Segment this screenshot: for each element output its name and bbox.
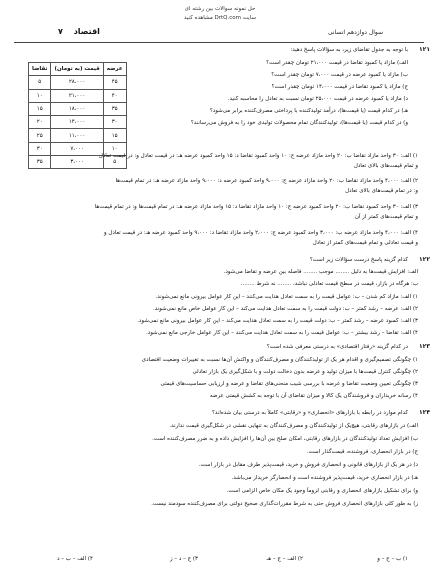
table-cell: ۱۴،۰۰۰ (51, 116, 103, 129)
table-cell: ۳۵ (103, 102, 126, 115)
q123-option: ۳) چگونگی تعیین وضعیت تقاضا و عرضه با بررسی شیب منحنی‌های تقاضا و عرضه و ارزیابی حساسیت‌های قیمتی (160, 381, 418, 387)
q124-line: ز) به طور کلی بازارهای انحصاری فروش حتی به شرط مقررات‌گذاری صحیح دولتی برای مصرف‌کننده سودمند نیست. (151, 501, 418, 507)
question-number-123: ۱۲۳ (419, 343, 430, 350)
q122-line: ب: هرگاه در بازار، قیمت در سطح قیمت تعادلی نباشد، ........ نه شرط ........ (240, 281, 418, 287)
q121-answer: و تمام قیمت‌های کمتر از آن (354, 214, 418, 220)
table-cell: ۲۰ (29, 116, 51, 129)
q124-line: هـ) در بازار انحصاری خرید، قیمت‌پذیر فروشنده است و انحصارگر خریدار می‌باشد. (231, 475, 418, 481)
table-cell: ۵ (29, 76, 51, 89)
question-number-122: ۱۲۲ (419, 256, 430, 263)
q121-line: ج) مازاد یا کمبود تقاضا در قیمت ۱۴،۰۰۰ تومان چقدر است؟ (271, 84, 408, 90)
q123-prompt: در کدام گزینه «رفتار اقتصادی» به درستی معرفی شده است؟ (266, 344, 408, 350)
table-cell: ۲۸،۰۰۰ (51, 76, 103, 89)
table-row (29, 89, 127, 102)
header-divider (14, 42, 424, 43)
q124-line: د) در هر یک از بازارهای قانونی و انحصاری فروش و خرید، قیمت‌پذیر طرف مقابل در بازار است. (198, 462, 418, 468)
q123-option: ۱) چگونگی تصمیم‌گیری و اقدام هر یک از تولیدکنندگان و مصرف‌کنندگان و واکنش آن‌ها نسبت به تغییرات وضعیت اقتصادی (141, 357, 418, 363)
site-watermark (160, 5, 280, 23)
subject-label: اقتصاد (73, 27, 100, 36)
site-line-1: حل نمونه سوالات بین رشته ای (184, 6, 256, 12)
table-cell: ۱۸،۰۰۰ (51, 102, 103, 115)
table-cell: ۱۰ (103, 142, 126, 155)
question-number-121: ۱۲۱ (419, 46, 430, 53)
table-cell: ۱۱،۰۰۰ (51, 129, 103, 142)
q122-line: الف: افزایش قیمت‌ها به دلیل ........ موجب ........ فاصله بین عرضه و تقاضا می‌شود. (223, 269, 418, 275)
site-line-2: سایت DrtQ.com مشاهده کنید (184, 15, 256, 21)
q124-line: ج) در بازار انحصاری، فروشنده، قیمت‌گذار است. (306, 449, 418, 455)
table-header: عرضه (103, 63, 126, 76)
q124-line: الف) در بازارهای رقابتی، هیچ‌یک از تولیدکنندگان و مصرف‌کنندگان به تنهایی نقشی در شکل‌گیری قیمت ندارند. (169, 423, 418, 429)
q123-option: ۴) رسانه خریداران و فروشندگان یک کالا و میزان تقاضای آن با توجه به کشش قیمتی عرضه (209, 393, 418, 399)
q121-line: و) در کدام قیمت (یا قیمت‌ها)، تولیدکنندگان تمام محصولات تولیدی خود را به فروش می‌رسانند؟ (190, 120, 408, 126)
table-header: تقاضا (29, 63, 51, 76)
q122-prompt: کدام گزینه پاسخ درست سؤالات زیر است؟ (309, 257, 408, 263)
q124-prompt: کدام موارد در رابطه با بازارهای «انحصاری» و «رقابتی» کاملاً به درستی بیان شده‌اند؟ (212, 410, 408, 416)
table-cell: ۲۵ (29, 129, 51, 142)
q124-option: ۲) الف – ج – هـ (266, 556, 303, 562)
q121-intro: با توجه به جدول تقاضای زیر، به سؤالات پاسخ دهید: (290, 47, 408, 53)
q124-option: ۱) ب – ج – و (377, 556, 408, 562)
table-row (29, 116, 127, 129)
table-row (29, 76, 127, 89)
subject-header (58, 27, 100, 36)
table-cell: ۴۵ (103, 76, 126, 89)
table-row (29, 102, 127, 115)
q124-line: و) برای تشکیل بازارهای انحصاری و رقابتی لزوماً وجود یک مکان خاص الزامی است. (226, 488, 418, 494)
q121-answer: و قیمت تعادلی و تمام قیمت‌های کمتر از تعادل (312, 240, 418, 246)
q124-option: ۴) الف – ب – د (57, 556, 93, 562)
q122-option: ۴) الف: تقاضا – رشد بیشتر – ب: عوامل قیمت را به سمت تعادل هدایت می‌کنند – این کار عوامل خارجی مانع نمی‌شود. (146, 330, 418, 336)
table-cell: ۵ (103, 156, 126, 169)
question-number-124: ۱۲۴ (419, 409, 430, 416)
table-cell: ۲۱،۰۰۰ (51, 89, 103, 102)
q121-line: هـ) در کدام قیمت (یا قیمت‌ها)، درآمد تولیدکننده با پرداختی مصرف‌کننده برابر می‌شود؟ (209, 108, 408, 114)
q122-option: ۱) الف: مازاد کم شدن – ب: عوامل قیمت را به سمت تعادل هدایت می‌کنند – این کار عوامل بیرونی مانع نمی‌شوند. (155, 294, 418, 300)
q121-answer: ۴) الف: ۴،۰۰۰ واحد مازاد عرضه ب: ۳،۰۰۰ واحد کمبود عرضه ج: ۲،۰۰۰ واحد مازاد تقاضا د: ۹،۰۰۰ واحد کمبود عرضه هـ: در قیمت تعادل و (103, 230, 418, 236)
q121-line: د) مازاد یا کمبود عرضه در قیمت ۲۵،۰۰۰ تومان نسبت به تعادل را محاسبه کنید. (227, 96, 408, 102)
table-cell: ۳،۰۰۰ (51, 156, 103, 169)
q124-option: ۳) ج – د – ز (169, 556, 198, 562)
q122-option: ۳) الف: کمبود عرضه – رشد کمتر – ب: دولت قیمت را به سمت تعادل هدایت می‌کند – این کار عوامل بیرونی مانع نمی‌شود. (137, 318, 418, 324)
page-number: ۷ (58, 27, 63, 36)
table-cell: ۳۰ (29, 142, 51, 155)
table-header-row (29, 63, 127, 76)
q121-answer: ۱) الف: ۳۰ واحد مازاد تقاضا ب: ۲۰ واحد مازاد عرضه ج: ۱۰ واحد کمبود تقاضا د: ۱۵ واحد کمبود عرضه هـ: در قیمت تعادل و: در قیمت تعادل (98, 153, 418, 159)
table-cell: ۳۵ (29, 156, 51, 169)
table-cell: ۱۵ (29, 102, 51, 115)
q121-answer: ۲) الف: ۴،۰۰۰ واحد مازاد تقاضا ب: ۲۰ واحد مازاد عرضه ج: ۹،۰۰۰ واحد کمبود عرضه د: ۹،۰۰۰ واحد مازاد عرضه هـ: در تمام قیمت‌ها (115, 178, 418, 184)
q123-option: ۲) چگونگی کنترل قیمت‌ها با میزان تولید و عرضه بدون دخالت دولت و با شکل‌گیری یک بازار تعادلی (192, 369, 418, 375)
q121-line: ب) مازاد یا کمبود عرضه در قیمت ۷،۰۰۰ تومان چقدر است؟ (271, 72, 408, 78)
table-cell: ۷،۰۰۰ (51, 142, 103, 155)
table-cell: ۴۰ (103, 89, 126, 102)
table-row (29, 129, 127, 142)
table-header: قیمت (به تومان) (51, 63, 103, 76)
q122-option: ۲) الف: عرضه – رشد کمتر – ب: دولت قیمت را به سمت تعادل هدایت می‌کند – این کار عوامل خاص مانع نمی‌شوند. (152, 306, 418, 312)
q121-answer: و: در تمام قیمت‌های بالای تعادل (345, 188, 418, 194)
q121-line: الف) مازاد یا کمبود تقاضا در قیمت ۲۱،۰۰۰ تومان چقدر است؟ (266, 60, 408, 66)
q121-answer: ۳) الف: ۳۰ واحد کمبود تقاضا ب: ۲۰ واحد کمبود عرضه ج: ۱۰ واحد مازاد تقاضا د: ۱۵ واحد مازاد عرضه هـ: در تمام قیمت‌ها و: در تمام قیمت‌ها (94, 204, 418, 210)
table-cell: ۱۰ (29, 89, 51, 102)
q124-line: ب) افزایش تعداد تولیدکنندگان در بازارهای رقابتی، امکان صلح بین آن‌ها را افزایش داده و به ضرر مصرف‌کننده است. (152, 436, 418, 442)
table-cell: ۱۵ (103, 129, 126, 142)
q121-answer: و تمام قیمت‌های بالای تعادل (353, 163, 418, 169)
exam-title: سوال دوازدهم انسانی (327, 29, 383, 36)
table-cell: ۳۰ (103, 116, 126, 129)
